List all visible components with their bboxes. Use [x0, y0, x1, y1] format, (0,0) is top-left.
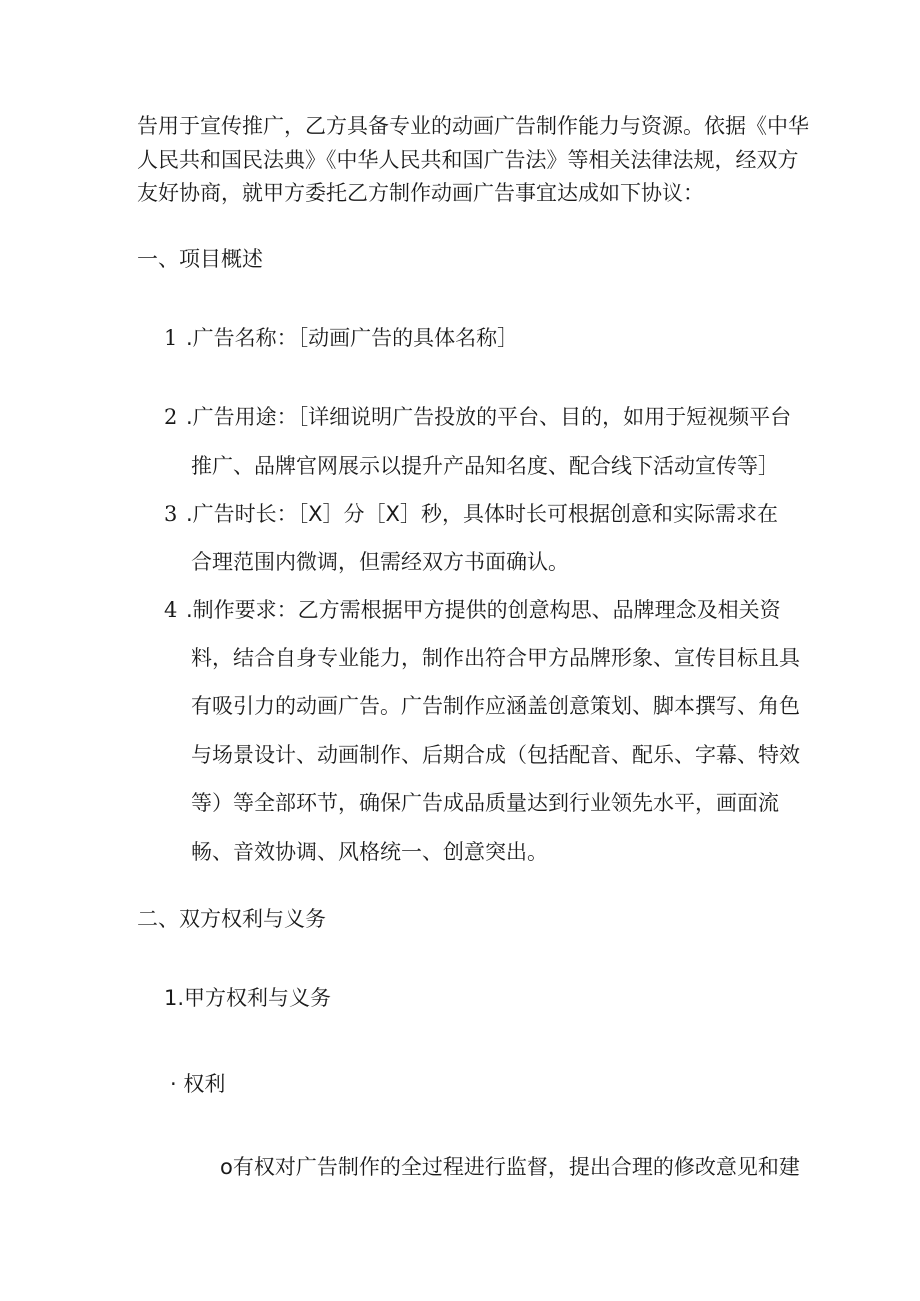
intro-line-1: 告用于宣传推广，乙方具备专业的动画广告制作能力与资源。依据《中华	[137, 114, 809, 138]
intro-line-3: 友好协商，就甲方委托乙方制作动画广告事宜达成如下协议：	[137, 181, 704, 205]
bullet-rights: · 权利	[170, 1072, 226, 1096]
item-2-line-2: 推广、品牌官网展示以提升产品知名度、配合线下活动宣传等］	[191, 454, 779, 478]
item-number: 2	[164, 405, 178, 429]
section-heading-overview: 一、项目概述	[137, 247, 263, 271]
item-number: 3	[164, 502, 178, 526]
item-2-line-1: .广告用途：［详细说明广告投放的平台、目的，如用于短视频平台	[186, 405, 792, 429]
sub-heading-party-a: 1.甲方权利与义务	[164, 986, 332, 1010]
intro-line-2: 人民共和国民法典》《中华人民共和国广告法》等相关法律法规，经双方	[137, 148, 799, 172]
item-4-line-1: .制作要求：乙方需根据甲方提供的创意构思、品牌理念及相关资	[186, 598, 781, 622]
sub-bullet-supervise: o有权对广告制作的全过程进行监督，提出合理的修改意见和建	[220, 1155, 800, 1179]
item-number: 1	[164, 326, 178, 350]
item-1-line-1: .广告名称：［动画广告的具体名称］	[186, 326, 519, 350]
item-3-line-2: 合理范围内微调，但需经双方书面确认。	[191, 550, 569, 574]
item-3-line-1: .广告时长：［X］分［X］秒，具体时长可根据创意和实际需求在	[186, 502, 778, 526]
item-4-line-4: 与场景设计、动画制作、后期合成（包括配音、配乐、字幕、特效	[191, 743, 800, 767]
item-4-line-6: 畅、音效协调、风格统一、创意突出。	[191, 840, 548, 864]
item-4-line-3: 有吸引力的动画广告。广告制作应涵盖创意策划、脚本撰写、角色	[191, 694, 800, 718]
item-number: 4	[164, 598, 178, 622]
item-4-line-5: 等）等全部环节，确保广告成品质量达到行业领先水平，画面流	[191, 791, 779, 815]
section-heading-rights: 二、双方权利与义务	[137, 907, 326, 931]
item-4-line-2: 料，结合自身专业能力，制作出符合甲方品牌形象、宣传目标且具	[191, 646, 800, 670]
